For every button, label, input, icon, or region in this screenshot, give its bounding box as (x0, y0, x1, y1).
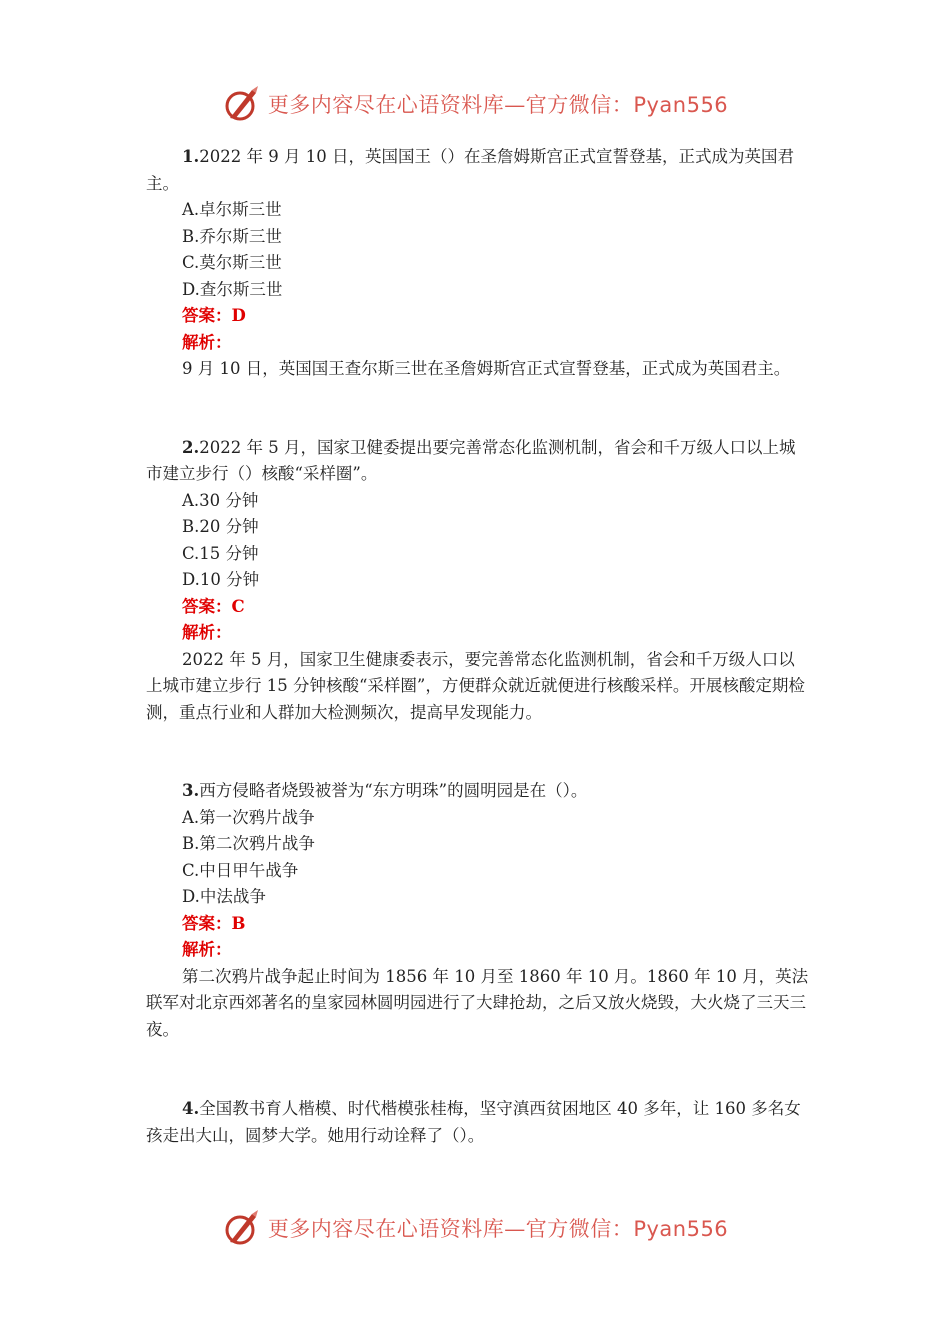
option-b: B.20 分钟 (182, 517, 259, 536)
question-stem: 3.西方侵略者烧毁被誉为“东方明珠”的圆明园是在（）。 (182, 781, 588, 800)
option-a: A.30 分钟 (182, 490, 259, 510)
footer-banner (0, 1206, 950, 1250)
quill-logo-icon (222, 84, 262, 124)
analysis-label: 解析： (182, 623, 232, 642)
option-c: C.莫尔斯三世 (182, 253, 282, 272)
quill-logo-icon (222, 1208, 262, 1248)
question-stem: 4.全国教书育人楷模、时代楷模张桂梅，坚守滇西贫困地区 40 多年，让 160 多名女孩走出大山，圆梦大学。她用行动诠释了（）。 (146, 1099, 801, 1145)
option-d: D.10 分钟 (182, 570, 260, 589)
question-stem: 1.2022 年 9 月 10 日，英国国王（）在圣詹姆斯宫正式宣誓登基，正式成为英国君主。 (146, 147, 794, 193)
option-d: D.中法战争 (182, 887, 266, 906)
question-list (146, 144, 810, 1149)
answer: 答案：B (182, 913, 246, 933)
option-b: B.乔尔斯三世 (182, 226, 282, 246)
explanation: 9 月 10 日，英国国王查尔斯三世在圣詹姆斯宫正式宣誓登基，正式成为英国君主。 (182, 359, 791, 378)
question-1 (146, 144, 810, 383)
option-c: C.15 分钟 (182, 543, 259, 563)
analysis-label: 解析： (182, 332, 232, 352)
answer: 答案：D (182, 306, 246, 325)
question-3 (146, 778, 810, 1043)
wechat-id: Pyan556 (633, 93, 729, 117)
banner-text: 更多内容尽在心语资料库—官方微信：Pyan556 (267, 93, 729, 117)
answer: 答案：C (182, 596, 245, 616)
analysis-label: 解析： (182, 940, 232, 959)
header-banner (0, 82, 950, 126)
option-d: D.查尔斯三世 (182, 279, 283, 299)
wechat-id: Pyan556 (633, 1217, 729, 1241)
option-b: B.第二次鸦片战争 (182, 834, 315, 853)
explanation: 第二次鸦片战争起止时间为 1856 年 10 月至 1860 年 10 月。1860 年 10 月，英法联军对北京西郊著名的皇家园林圆明园进行了大肆抢劫，之后又放火烧毁，大火烧了三天三夜。 (146, 966, 809, 1039)
option-a: A.卓尔斯三世 (182, 200, 282, 219)
question-2 (146, 435, 810, 727)
option-c: C.中日甲午战争 (182, 860, 299, 880)
option-a: A.第一次鸦片战争 (182, 807, 315, 827)
question-stem: 2.2022 年 5 月，国家卫健委提出要完善常态化监测机制，省会和千万级人口以上城市建立步行（）核酸“采样圈”。 (146, 437, 796, 483)
banner-text: 更多内容尽在心语资料库—官方微信：Pyan556 (267, 1217, 729, 1241)
question-4 (146, 1096, 810, 1149)
explanation: 2022 年 5 月，国家卫生健康委表示，要完善常态化监测机制，省会和千万级人口以上城市建立步行 15 分钟核酸“采样圈”，方便群众就近就便进行核酸采样。开展核酸定期检测，重点行业和人群加大检测频次，提高早发现能力。 (146, 649, 805, 722)
